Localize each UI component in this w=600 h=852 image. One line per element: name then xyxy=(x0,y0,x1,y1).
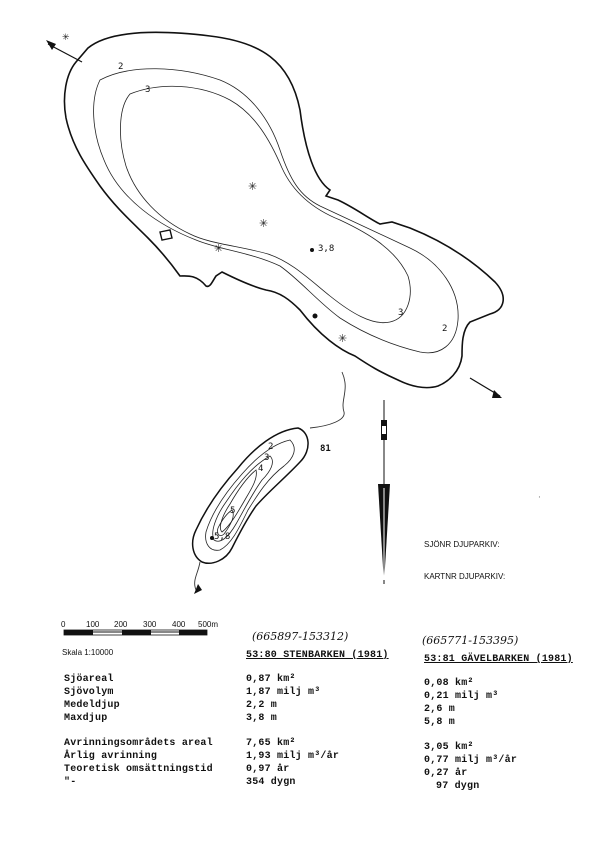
svg-text:✳: ✳ xyxy=(248,180,258,193)
scale-bar xyxy=(64,630,207,635)
south-lake-shoreline xyxy=(193,428,308,563)
row-label: Maxdjup xyxy=(64,713,108,724)
contour-label-south-3: 3 xyxy=(264,453,270,463)
svg-text:✳: ✳ xyxy=(259,217,269,230)
contour-label-north-2b: 2 xyxy=(442,324,448,334)
connecting-stream xyxy=(310,372,345,428)
contour-label-south-2: 2 xyxy=(268,442,274,452)
contour-label-north-3b: 3 xyxy=(398,308,404,318)
row-label: Årlig avrinning xyxy=(64,751,158,762)
north-contour-3 xyxy=(120,86,410,322)
value-cell: 7,65 km² xyxy=(246,738,296,749)
row-label: Teoretisk omsättningstid xyxy=(64,764,213,775)
sjonr-archive-label: SJÖNR DJUPARKIV: xyxy=(424,540,500,549)
contour-label-south-4: 4 xyxy=(258,464,264,474)
value-cell: 0,27 år xyxy=(424,768,468,779)
scale-tick: 400 xyxy=(172,620,186,629)
row-label: Sjöareal xyxy=(64,674,114,685)
svg-text:✳: ✳ xyxy=(214,242,224,255)
value-cell: 1,87 milj m³ xyxy=(246,687,321,698)
south-lake-number: 81 xyxy=(320,444,331,454)
north-lake-shoreline xyxy=(64,32,503,387)
value-cell: 0,97 år xyxy=(246,764,290,775)
svg-text:✳: ✳ xyxy=(338,332,348,345)
row-label: Sjövolym xyxy=(64,687,114,698)
south-contour-4 xyxy=(220,470,256,532)
row-label: "- xyxy=(64,777,77,788)
contour-label-north-2a: 2 xyxy=(118,62,124,72)
col2-coordinates: (665771-153395) xyxy=(422,634,519,647)
kartnr-archive-label: KARTNR DJUPARKIV: xyxy=(424,572,506,581)
value-cell: 354 dygn xyxy=(246,777,296,788)
contour-label-north-3a: 3 xyxy=(145,85,151,95)
scale-text: Skala 1:10000 xyxy=(62,648,114,657)
value-cell: 5,8 m xyxy=(424,717,456,728)
scale-tick: 500m xyxy=(198,620,219,629)
svg-text:✳: ✳ xyxy=(62,33,70,43)
svg-text:·: · xyxy=(538,493,541,503)
island xyxy=(160,230,172,240)
north-arrow-icon xyxy=(378,400,390,584)
value-cell: 0,08 km² xyxy=(424,678,474,689)
value-cell: 3,05 km² xyxy=(424,742,474,753)
scale-tick: 0 xyxy=(61,620,66,629)
row-label: Medeldjup xyxy=(64,700,120,711)
col2-header: 53:81 GÄVELBARKEN (1981) xyxy=(424,654,573,665)
north-max-depth-label: 3,8 xyxy=(318,244,335,254)
scale-tick: 100 xyxy=(86,620,100,629)
value-cell: 2,6 m xyxy=(424,704,456,715)
row-label: Avrinningsområdets areal xyxy=(64,738,213,749)
value-cell: 1,93 milj m³/år xyxy=(246,751,340,762)
south-max-depth-label: 5,8 xyxy=(214,532,231,542)
value-cell: 3,8 m xyxy=(246,713,278,724)
value-cell: 0,77 milj m³/år xyxy=(424,755,518,766)
scale-tick: 300 xyxy=(143,620,157,629)
scale-tick: 200 xyxy=(114,620,128,629)
value-cell: 97 dygn xyxy=(436,781,480,792)
col1-coordinates: (665897-153312) xyxy=(252,630,349,643)
contour-label-south-5: 5 xyxy=(230,506,236,516)
value-cell: 2,2 m xyxy=(246,700,278,711)
value-cell: 0,21 milj m³ xyxy=(424,691,499,702)
col1-header: 53:80 STENBARKEN (1981) xyxy=(246,650,389,661)
value-cell: 0,87 km² xyxy=(246,674,296,685)
north-contour-2 xyxy=(94,69,459,353)
